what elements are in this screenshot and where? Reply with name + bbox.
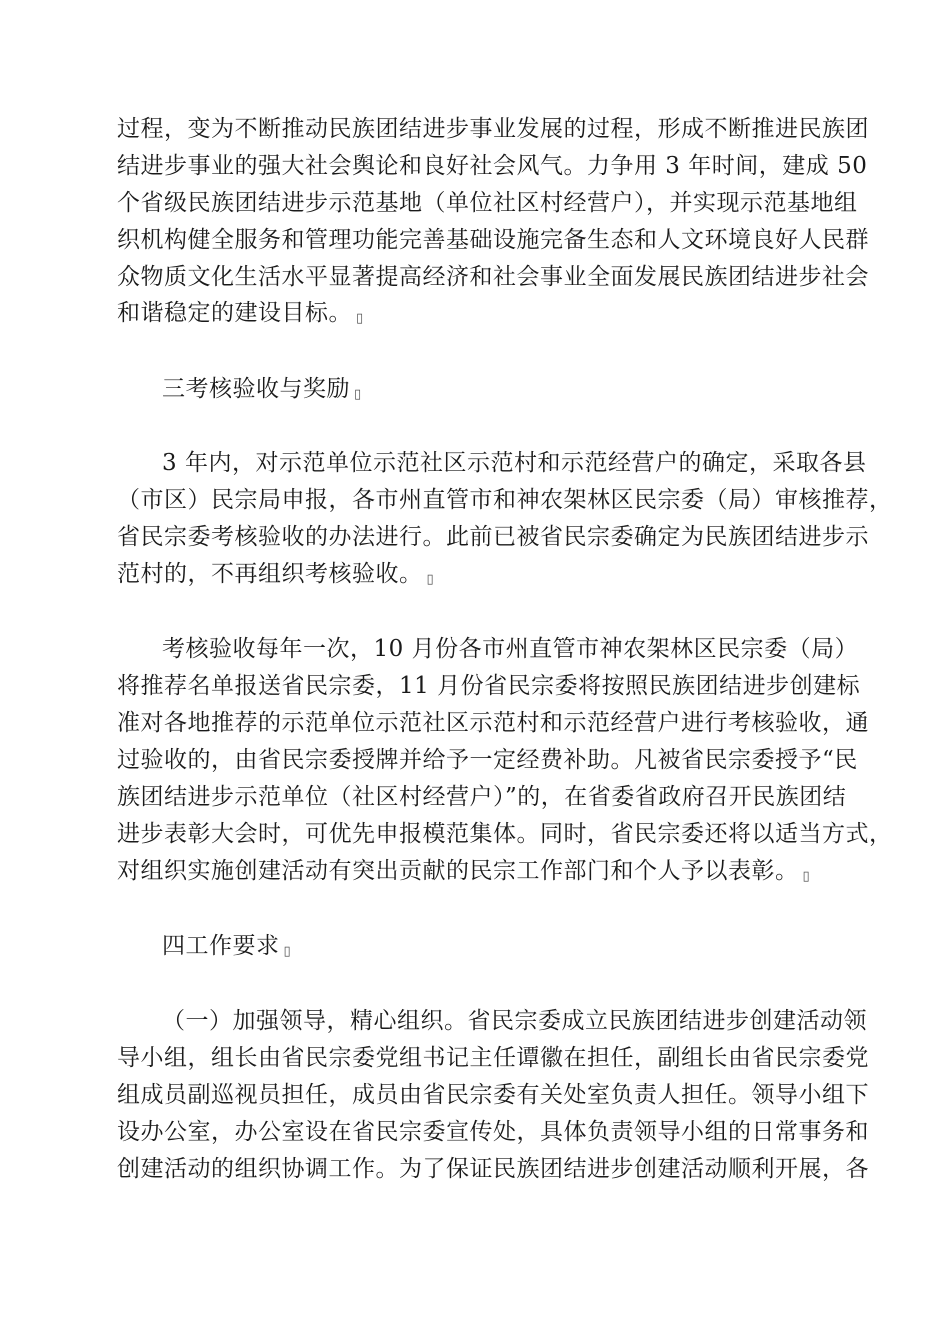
text-line: 创建活动的组织协调工作。为了保证民族团结进步创建活动顺利开展，各 — [117, 1156, 869, 1182]
section-heading — [162, 930, 291, 968]
text-line: 织机构健全服务和管理功能完善基础设施完备生态和人文环境良好人民群 — [117, 227, 869, 253]
text-line: 考核验收每年一次，10 月份各市州直管市神农架林区民宗委（局） — [162, 636, 859, 662]
paragraph-mark-icon: ▯ — [426, 572, 435, 587]
text-line: （市区）民宗局申报，各市州直管市和神农架林区民宗委（局）审核推荐， — [117, 487, 893, 513]
section-heading — [162, 373, 362, 411]
text-line: 对组织实施创建活动有突出贡献的民宗工作部门和个人予以表彰。 — [117, 858, 799, 884]
text-line: 设办公室，办公室设在省民宗委宣传处，具体负责领导小组的日常事务和 — [117, 1119, 869, 1145]
text-line: 3 年内，对示范单位示范社区示范村和示范经营户的确定，采取各县 — [162, 450, 867, 476]
text-line: 进步表彰大会时，可优先申报模范集体。同时，省民宗委还将以适当方式， — [117, 821, 893, 847]
text-line: 众物质文化生活水平显著提高经济和社会事业全面发展民族团结进步社会 — [117, 264, 869, 290]
text-line: 过程，变为不断推动民族团结进步事业发展的过程，形成不断推进民族团 — [117, 116, 869, 142]
text-line: 和谐稳定的建设目标。 — [117, 300, 352, 326]
text-line: 族团结进步示范单位（社区村经营户）”的，在省委省政府召开民族团结 — [117, 784, 847, 810]
text-line: 将推荐名单报送省民宗委，11 月份省民宗委将按照民族团结进步创建标 — [117, 673, 861, 699]
paragraph-last-line — [117, 558, 434, 596]
paragraph-last-line — [117, 855, 810, 893]
section-heading-text: 三考核验收与奖励 — [162, 376, 350, 402]
text-line: 结进步事业的强大社会舆论和良好社会风气。力争用 3 年时间，建成 50 — [117, 153, 868, 179]
text-line: （一）加强领导，精心组织。省民宗委成立民族团结进步创建活动领 — [162, 1008, 867, 1034]
text-line: 范村的，不再组织考核验收。 — [117, 561, 423, 587]
paragraph-mark-icon: ▯ — [283, 944, 292, 959]
paragraph-mark-icon: ▯ — [802, 869, 811, 884]
text-line: 组成员副巡视员担任，成员由省民宗委有关处室负责人担任。领导小组下 — [117, 1082, 869, 1108]
paragraph-mark-icon: ▯ — [354, 387, 362, 402]
text-line: 导小组，组长由省民宗委党组书记主任谭徽在担任，副组长由省民宗委党 — [117, 1045, 869, 1071]
text-line: 个省级民族团结进步示范基地（单位社区村经营户），并实现示范基地组 — [117, 190, 858, 216]
text-line: 省民宗委考核验收的办法进行。此前已被省民宗委确定为民族团结进步示 — [117, 524, 869, 550]
section-heading-text: 四工作要求 — [162, 933, 280, 959]
text-line: 过验收的，由省民宗委授牌并给予一定经费补助。凡被省民宗委授予“民 — [117, 747, 858, 773]
paragraph-last-line — [117, 297, 364, 335]
text-line: 准对各地推荐的示范单位示范社区示范村和示范经营户进行考核验收，通 — [117, 710, 869, 736]
paragraph-mark-icon: ▯ — [356, 311, 364, 326]
